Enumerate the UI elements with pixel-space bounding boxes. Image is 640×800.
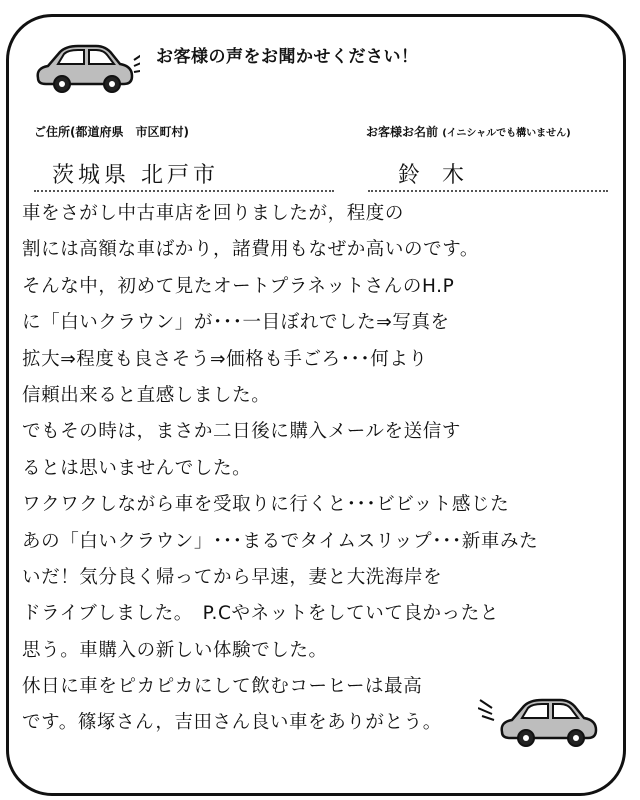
address-label: ご住所(都道府県 市区町村) <box>34 125 189 139</box>
name-label <box>366 123 571 140</box>
page-title: お客様の声をお聞かせください！ <box>156 47 419 67</box>
message-line: ワクワクしながら車を受取りに行くと･･･ビビット感じた <box>22 494 510 516</box>
message-line: いだ！気分良く帰ってから早速，妻と大洗海岸を <box>22 566 443 588</box>
name-underline <box>368 190 608 192</box>
message-line: 車をさがし中古車店を回りましたが，程度の <box>22 203 405 224</box>
name-label-note: (イニシャルでも構いません) <box>442 128 571 139</box>
car-icon <box>478 690 598 752</box>
message-line: ドライブしました。 P.Cやネットをしていて良かったと <box>22 603 499 625</box>
message-line: 休日に車をピカピカにして飲むコーヒーは最高 <box>22 676 423 698</box>
message-line: あの「白いクラウン」･･･まるでタイムスリップ･･･新車みた <box>22 530 539 552</box>
car-icon <box>34 40 140 96</box>
message-line: です。篠塚さん，吉田さん良い車をありがとう。 <box>22 712 442 734</box>
message-line: 信頼出来ると直感しました。 <box>22 384 271 406</box>
message-line: 思う。車購入の新しい体験でした。 <box>22 639 328 661</box>
name-label-text: お客様お名前 <box>366 125 439 139</box>
address-value: 茨城県 北戸市 <box>52 163 219 188</box>
message-line: 拡大⇒程度も良さそう⇒価格も手ごろ･･･何より <box>22 348 428 370</box>
name-value: 鈴木 <box>398 163 487 188</box>
message-line: そんな中，初めて見たオートプラネットさんのH.P <box>22 275 455 297</box>
message-line: 割には高額な車ばかり，諸費用もなぜか高いのです。 <box>22 239 479 261</box>
message-line: るとは思いませんでした。 <box>22 457 252 479</box>
message-line: でもその時は，まさか二日後に購入メールを送信す <box>22 421 461 443</box>
message-line: に「白いクラウン」が･･･一目ぼれでした⇒写真を <box>22 312 450 334</box>
message-body <box>22 196 618 742</box>
address-underline <box>34 190 334 192</box>
